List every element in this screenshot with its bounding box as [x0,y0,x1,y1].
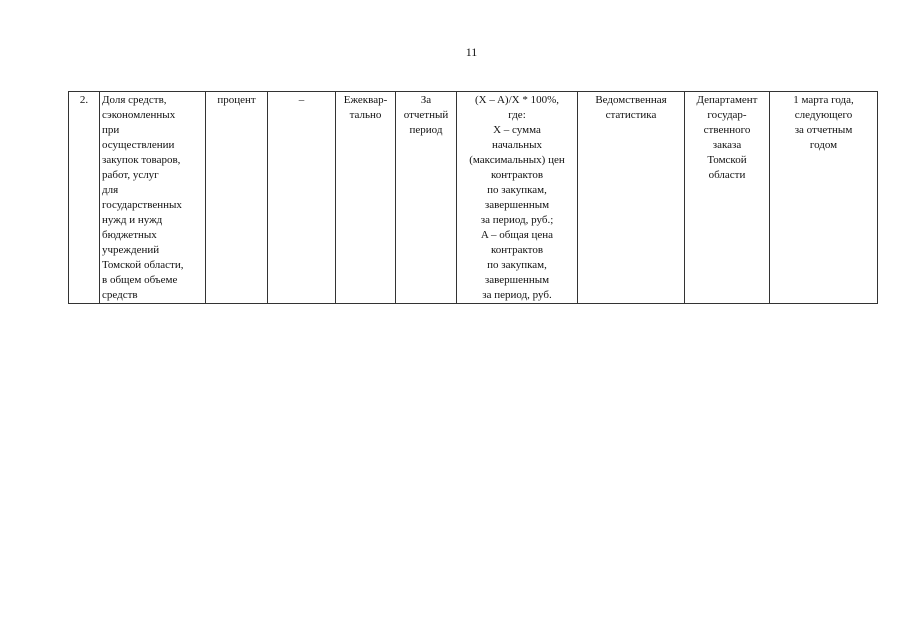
cell-line: за отчетным [794,124,853,136]
cell-line: (X – A)/X * 100%, [474,94,560,106]
cell-line: в общем объеме [102,274,178,286]
cell-line: процент [217,94,256,106]
cell-line: ственного [703,124,751,136]
cell-line: Ежеквар- [343,94,388,106]
cell-line: бюджетных [102,229,157,241]
cell-line: средств [102,289,138,301]
cell-line: при [102,124,120,136]
cell-line: – [298,94,305,106]
cell-line: A – общая цена [480,229,554,241]
cell-line: За [420,94,432,106]
cell-line: годом [809,139,838,151]
indicator-name-cell [100,92,206,304]
cell-line: контрактов [490,244,544,256]
cell-line: за период, руб. [482,289,552,301]
unit-cell [206,92,268,304]
cell-line: (максимальных) цен [469,154,565,166]
cell-line: по закупкам, [487,184,547,196]
dash-cell [268,92,336,304]
cell-line: отчетный [403,109,449,121]
cell-line: начальных [491,139,543,151]
indicator-table [68,91,878,304]
responsible-cell [685,92,770,304]
cell-line: завершенным [484,274,550,286]
cell-line: Ведомственная [595,94,667,106]
cell-line: заказа [712,139,742,151]
page-number: 11 [465,45,478,59]
cell-line: государственных [102,199,182,211]
frequency-cell [336,92,396,304]
period-cell [396,92,457,304]
cell-line: осуществлении [102,139,175,151]
cell-line: за период, руб.; [480,214,554,226]
deadline-cell [770,92,878,304]
cell-line: период [409,124,443,136]
row-number: 2. [79,94,89,106]
cell-line: сэкономленных [102,109,176,121]
cell-line: Томской [707,154,747,166]
row-number-cell [69,92,100,304]
cell-line: 1 марта года, [793,94,854,106]
cell-line: работ, услуг [102,169,159,181]
cell-line: Томской области, [102,259,184,271]
cell-line: для [102,184,119,196]
table-row [69,92,878,304]
cell-line: завершенным [484,199,550,211]
cell-line: тально [349,109,382,121]
cell-line: закупок товаров, [102,154,181,166]
cell-line: государ- [707,109,747,121]
cell-line: следующего [794,109,853,121]
cell-line: контрактов [490,169,544,181]
cell-line: области [708,169,746,181]
formula-cell [457,92,578,304]
cell-line: где: [508,109,526,121]
cell-line: нужд и нужд [102,214,163,226]
cell-line: Департамент [696,94,758,106]
cell-line: X – сумма [493,124,541,136]
data-source-cell [578,92,685,304]
cell-line: по закупкам, [487,259,547,271]
cell-line: Доля средств, [102,94,167,106]
cell-line: статистика [605,109,657,121]
cell-line: учреждений [102,244,160,256]
